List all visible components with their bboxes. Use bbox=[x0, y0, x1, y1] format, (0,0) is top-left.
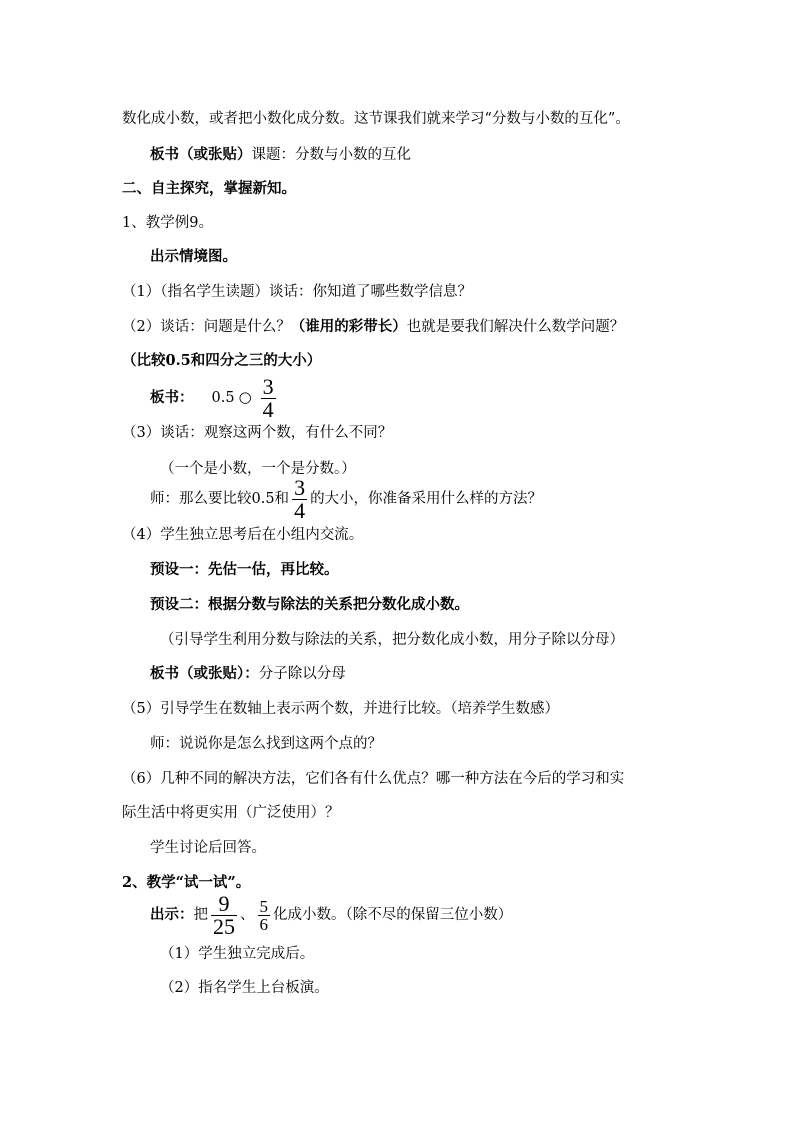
fraction-denominator: 4 bbox=[262, 396, 274, 422]
teacher-question-line bbox=[150, 476, 542, 522]
board-title-line bbox=[150, 146, 411, 164]
fraction-three-quarters-2 bbox=[292, 474, 307, 523]
show-rest: 化成小数。（除不尽的保留三位小数） bbox=[273, 907, 513, 923]
show-label: 出示： bbox=[150, 906, 194, 923]
guide-line: （引导学生利用分数与除法的关系，把分数化成小数，用分子除以分母） bbox=[160, 632, 624, 648]
board-label-3: 板书（或张贴）： bbox=[150, 665, 259, 682]
step-1-line: （1）（指名学生读题）谈话：你知道了哪些数学信息？ bbox=[122, 284, 472, 300]
show-ba: 把 bbox=[193, 907, 208, 923]
board-method-line bbox=[150, 665, 346, 683]
step-2-line bbox=[122, 318, 624, 336]
preset-2-line: 预设二：根据分数与除法的关系把分数化成小数。 bbox=[150, 596, 469, 613]
fraction-denominator: 6 bbox=[259, 914, 268, 934]
fraction-denominator: 25 bbox=[213, 913, 235, 939]
fraction-three-quarters bbox=[261, 373, 276, 422]
fraction-numerator: 3 bbox=[294, 474, 306, 500]
step-2-emphasis: （谁用的彩带长） bbox=[290, 318, 407, 335]
fraction-separator: 、 bbox=[240, 907, 255, 923]
subheading-try: 2、教学“试一试”。 bbox=[122, 874, 251, 891]
board-label-2: 板书： bbox=[150, 389, 194, 406]
compare-line: （比较0.5和四分之三的大小） bbox=[122, 352, 322, 369]
step-4-line: （4）学生独立思考后在小组内交流。 bbox=[122, 527, 364, 543]
fraction-numerator: 3 bbox=[262, 373, 274, 399]
step-6-continued: 际生活中将更实用（广泛使用）？ bbox=[122, 805, 340, 821]
decimal-value: 0.5 bbox=[211, 390, 235, 406]
teacher-question-b: 的大小，你准备采用什么样的方法？ bbox=[310, 491, 543, 507]
step-2-rest: 也就是要我们解决什么数学问题？ bbox=[406, 319, 625, 335]
students-discuss-line: 学生讨论后回答。 bbox=[150, 840, 266, 856]
show-scene-line: 出示情境图。 bbox=[150, 248, 237, 265]
fraction-numerator: 9 bbox=[218, 890, 230, 916]
exercise-step-2: （2）指名学生上台板演。 bbox=[160, 980, 329, 996]
step-3-answer: （一个是小数，一个是分数。） bbox=[160, 461, 356, 477]
section-heading-2: 二、自主探究，掌握新知。 bbox=[122, 180, 296, 197]
step-2-question: （2）谈话：问题是什么？ bbox=[122, 319, 291, 335]
board-method-text: 分子除以分母 bbox=[258, 666, 346, 682]
fraction-denominator: 4 bbox=[294, 497, 306, 523]
teacher-question-a: 师：那么要比较0.5和 bbox=[150, 491, 290, 507]
teacher-question-2: 师：说说你是怎么找到这两个点的？ bbox=[150, 736, 382, 752]
show-exercise-line bbox=[150, 890, 512, 940]
step-3-line: （3）谈话：观察这两个数，有什么不同？ bbox=[122, 425, 393, 441]
fraction-numerator: 5 bbox=[259, 896, 268, 916]
subheading-example-9: 1、教学例9。 bbox=[122, 215, 213, 231]
board-label: 板书（或张贴） bbox=[150, 146, 252, 163]
fraction-five-six bbox=[258, 898, 271, 933]
fraction-nine-25 bbox=[211, 890, 237, 939]
paragraph-intro-continued: 数化成小数，或者把小数化成分数。这节课我们就来学习“分数与小数的互化”。 bbox=[122, 111, 630, 127]
preset-1-line: 预设一：先估一估，再比较。 bbox=[150, 561, 339, 578]
step-6-line: （6）几种不同的解决方法，它们各有什么优点？哪一种方法在今后的学习和实 bbox=[122, 771, 625, 787]
board-title-text: 课题：分数与小数的互化 bbox=[251, 147, 411, 163]
board-compare-line bbox=[150, 374, 279, 421]
exercise-step-1: （1）学生独立完成后。 bbox=[160, 946, 315, 962]
compare-circle-icon: ○ bbox=[238, 388, 252, 406]
step-5-line: （5）引导学生在数轴上表示两个数，并进行比较。（培养学生数感） bbox=[122, 701, 559, 717]
